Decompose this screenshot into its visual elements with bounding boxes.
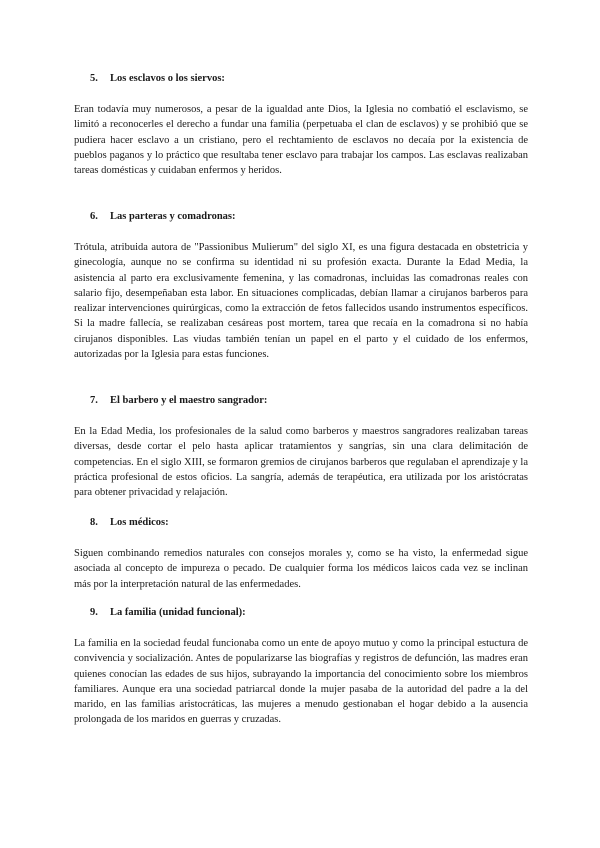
section-body: Eran todavía muy numerosos, a pesar de la igualdad ante Dios, la Iglesia no combatió el esclavismo, se limitó a reconocerles el derecho a fundar una familia (perpetuaba el clan de esclavos) y se prohibió que se pudiera hacer esclavo a un cristiano, pero el rechtamiento de esclavos no decaía por la existencia de pueblos paganos y lo práctico que resultaba tener esclavo para trabajar los campos. Las esclavas realizaban tareas domésticas y cuidaban enfermos y heridos. bbox=[74, 104, 528, 177]
section-barbero bbox=[74, 394, 528, 500]
section-heading bbox=[74, 606, 528, 620]
section-parteras bbox=[74, 210, 528, 362]
section-title: Los médicos: bbox=[110, 517, 169, 528]
section-medicos bbox=[74, 516, 528, 592]
section-heading bbox=[74, 210, 528, 224]
section-number: 9. bbox=[90, 607, 98, 618]
section-title: La familia (unidad funcional): bbox=[110, 607, 246, 618]
section-body: Siguen combinando remedios naturales con consejos morales y, como se ha visto, la enfermedad sigue asociada al concepto de impureza o pecado. De cualquier forma los médicos laicos cada vez se inclinan más por la interpretación natural de las enfermedades. bbox=[74, 548, 528, 590]
section-esclavos bbox=[74, 72, 528, 178]
section-number: 8. bbox=[90, 517, 98, 528]
section-number: 6. bbox=[90, 211, 98, 222]
section-number: 7. bbox=[90, 395, 98, 406]
section-title: Las parteras y comadronas: bbox=[110, 211, 236, 222]
section-body: Trótula, atribuida autora de "Passionibus Mulierum" del siglo XI, es una figura destacada en obstetricia y ginecología, aunque no se confirma su identidad ni su profesión exacta. Durante la Edad Media, la asistencia al parto era exclusivamente femenina, y las comadronas, incluidas las comadronas reales con salario fijo, desempeñaban esta labor. En situaciones complicadas, debían llamar a cirujanos barberos para realizar intervenciones quirúrgicas, como la extracción de fetos fallecidos usando instrumentos específicos. Si la madre fallecía, se realizaban cesáreas post mortem, tarea que recaía en la comadrona si no había cirujanos disponibles. Las viudas también tenían un papel en el parto y el cuidado de los enfermos, autorizadas por la Iglesia para estas funciones. bbox=[74, 242, 528, 361]
section-title: El barbero y el maestro sangrador: bbox=[110, 395, 268, 406]
section-body: La familia en la sociedad feudal funcionaba como un ente de apoyo mutuo y como la principal estuctura de convivencia y socialización. Antes de popularizarse las biografías y registros de defunción, las madres eran quienes conocían las edades de sus hijos, subrayando la importancia del conocimiento sobre los miembros familiares. Aunque era una sociedad patriarcal donde la mujer pasaba de la autoridad del padre a la del marido, en las familias aristocráticas, las mujeres a menudo gestionaban el hogar debido a la ausencia prolongada de los maridos en guerras y cruzadas. bbox=[74, 638, 528, 726]
section-heading bbox=[74, 72, 528, 86]
section-body: En la Edad Media, los profesionales de la salud como barberos y maestros sangradores realizaban tareas diversas, desde cortar el pelo hasta aplicar tratamientos y sangrías, sin una clara delimitación de competencias. En el siglo XIII, se formaron gremios de cirujanos barberos que regulaban el aprendizaje y la práctica profesional de estos oficios. La sangría, además de terapéutica, era utilizada por los aristócratas para obtener privacidad y relajación. bbox=[74, 426, 528, 499]
section-number: 5. bbox=[90, 73, 98, 84]
section-heading bbox=[74, 394, 528, 408]
section-title: Los esclavos o los siervos: bbox=[110, 73, 225, 84]
section-familia bbox=[74, 606, 528, 728]
section-heading bbox=[74, 516, 528, 530]
